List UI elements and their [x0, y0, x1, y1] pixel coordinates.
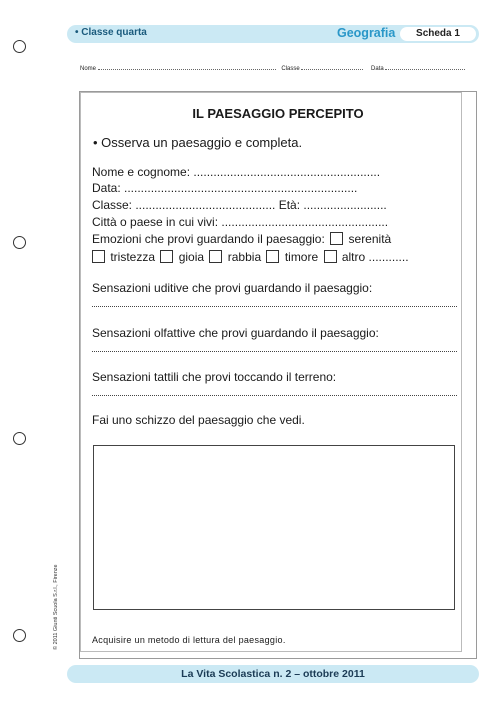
olfattive-answer-line[interactable] — [92, 351, 457, 352]
subject-label: Geografia — [337, 26, 396, 40]
copyright: © 2011 Giunti Scuola S.r.l., Firenze — [53, 564, 59, 650]
emozioni-options-line — [92, 250, 409, 264]
tattili-question: Sensazioni tattili che provi toccando il terreno: — [92, 370, 337, 384]
name-line — [80, 65, 470, 72]
tristezza-label: tristezza — [110, 250, 156, 264]
binder-hole — [13, 432, 26, 445]
olfattive-question: Sensazioni olfattive che provi guardando il paesaggio: — [92, 326, 379, 340]
worksheet-frame — [79, 91, 477, 659]
rabbia-label: rabbia — [227, 250, 262, 264]
instruction: • Osserva un paesaggio e completa. — [93, 135, 303, 150]
schizzo-instruction: Fai uno schizzo del paesaggio che vedi. — [92, 413, 305, 427]
classe-dotted-field — [301, 65, 363, 70]
rabbia-checkbox[interactable] — [209, 250, 222, 263]
footer-bar: La Vita Scolastica n. 2 – ottobre 2011 — [67, 665, 479, 683]
classe-eta-line: Classe: .......................................... Età: ......................... — [92, 198, 387, 212]
binder-hole — [13, 236, 26, 249]
uditive-question: Sensazioni uditive che provi guardando il paesaggio: — [92, 281, 373, 295]
tattili-answer-line[interactable] — [92, 395, 457, 396]
serenita-checkbox[interactable] — [330, 232, 343, 245]
sketch-box[interactable] — [93, 445, 455, 610]
binder-hole — [13, 40, 26, 53]
sheet-label: Scheda 1 — [400, 27, 476, 41]
learning-objective: Acquisire un metodo di lettura del paesaggio. — [92, 635, 286, 645]
data-dotted-field — [385, 65, 465, 70]
timore-label: timore — [284, 250, 319, 264]
gioia-label: gioia — [178, 250, 205, 264]
altro-label: altro ............ — [341, 250, 409, 264]
uditive-answer-line[interactable] — [92, 306, 457, 307]
binder-hole — [13, 629, 26, 642]
gioia-checkbox[interactable] — [160, 250, 173, 263]
citta-line: Città o paese in cui vivi: .................................................. — [92, 215, 389, 229]
class-label: • Classe quarta — [75, 27, 147, 38]
emozioni-line — [92, 232, 391, 246]
data-line: Data: ...................................................................... — [92, 181, 358, 195]
serenita-label: serenità — [348, 232, 392, 246]
altro-checkbox[interactable] — [324, 250, 337, 263]
worksheet-title: IL PAESAGGIO PERCEPITO — [192, 106, 364, 121]
nome-dotted-field — [98, 65, 276, 70]
data-label: Data — [371, 66, 384, 72]
nome-label: Nome — [80, 66, 97, 72]
header-bar — [67, 25, 479, 43]
nome-cognome-line: Nome e cognome: ........................................................ — [92, 165, 381, 179]
timore-checkbox[interactable] — [266, 250, 279, 263]
emozioni-label: Emozioni che provi guardando il paesaggio: — [92, 232, 325, 246]
classe-label: Classe — [281, 66, 300, 72]
tristezza-checkbox[interactable] — [92, 250, 105, 263]
